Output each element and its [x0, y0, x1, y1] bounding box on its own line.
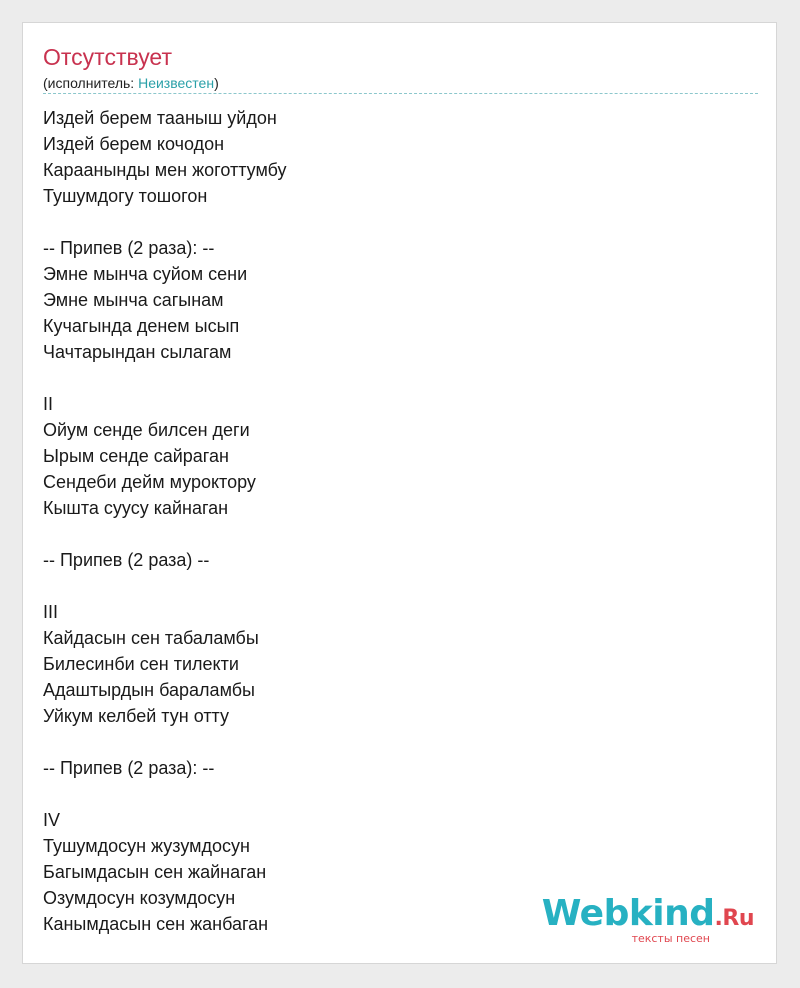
lyric-line: III [43, 602, 59, 622]
lyric-line: Караанынды мен жоготтумбу [43, 160, 287, 180]
lyrics-text [43, 105, 287, 937]
lyric-line: Кучагында денем ысып [43, 316, 240, 336]
webkind-logo[interactable] [541, 893, 754, 945]
lyric-line: -- Припев (2 раза) -- [43, 550, 210, 570]
lyric-line: Ырым сенде сайраган [43, 446, 229, 466]
lyric-line: Сендеби дейм муроктору [43, 472, 256, 492]
title-divider [43, 93, 758, 94]
lyric-line: Чачтарындан сылагам [43, 342, 232, 362]
lyric-line: Издей берем тааныш уйдон [43, 108, 277, 128]
lyrics-card [22, 22, 777, 964]
lyric-line: IV [43, 810, 61, 830]
logo-suffix: .Ru [714, 906, 754, 931]
lyric-line: Озумдосун козумдосун [43, 888, 236, 908]
lyric-line: Адаштырдын бараламбы [43, 680, 255, 700]
lyric-line: Эмне мынча сагынам [43, 290, 224, 310]
lyric-line: Тушумдогу тошогон [43, 186, 208, 206]
stanza-gap [43, 365, 287, 391]
stanza-gap [43, 573, 287, 599]
artist-link[interactable]: Неизвестен [138, 75, 215, 91]
artist-line [43, 74, 219, 92]
stanza-gap [43, 521, 287, 547]
lyric-line: Издей берем кочодон [43, 134, 225, 154]
logo-main-text: Webkind [541, 893, 715, 934]
artist-prefix: (исполнитель: [43, 75, 139, 91]
lyric-line: Тушумдосун жузумдосун [43, 836, 250, 856]
artist-suffix: ) [214, 75, 219, 91]
lyric-line: II [43, 394, 54, 414]
lyric-line: Кышта суусу кайнаган [43, 498, 229, 518]
logo-tagline: тексты песен [631, 932, 710, 945]
stanza-gap [43, 781, 287, 807]
lyric-line: -- Припев (2 раза): -- [43, 758, 215, 778]
lyric-line: Билесинби сен тилекти [43, 654, 239, 674]
lyric-line: -- Припев (2 раза): -- [43, 238, 215, 258]
lyric-line: Канымдасын сен жанбаган [43, 914, 269, 934]
song-title: Отсутствует [43, 44, 172, 70]
lyric-line: Уйкум келбей тун отту [43, 706, 230, 726]
lyric-line: Багымдасын сен жайнаган [43, 862, 267, 882]
lyric-line: Ойум сенде билсен деги [43, 420, 250, 440]
lyric-line: Эмне мынча суйом сени [43, 264, 248, 284]
stanza-gap [43, 209, 287, 235]
stanza-gap [43, 729, 287, 755]
logo-wordmark [541, 893, 754, 937]
lyric-line: Кайдасын сен табаламбы [43, 628, 259, 648]
